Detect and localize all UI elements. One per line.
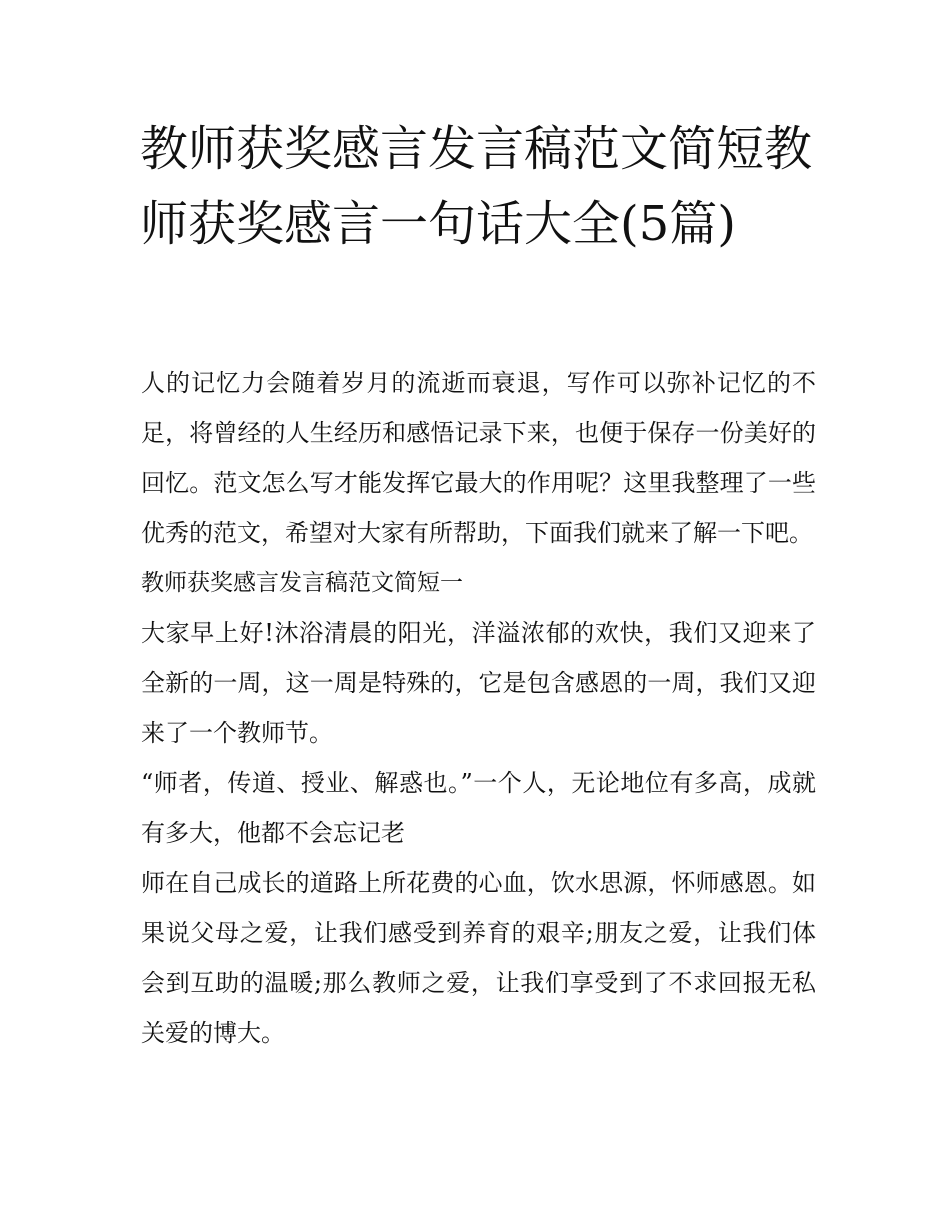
intro-paragraph: 人的记忆力会随着岁月的流逝而衰退，写作可以弥补记忆的不足，将曾经的人生经历和感悟记录下来，也便于保存一份美好的回忆。范文怎么写才能发挥它最大的作用呢？这里我整理了一些优秀的范文，希望对大家有所帮助，下面我们就来了解一下吧。 xyxy=(141,369,816,547)
body-paragraph-2: “师者，传道、授业、解惑也。”一个人，无论地位有多高，成就有多大，他都不会忘记老 xyxy=(141,769,816,847)
document-title: 教师获奖感言发言稿范文简短教师获奖感言一句话大全(5篇) xyxy=(140,121,813,252)
body-paragraph-3: 师在自己成长的道路上所花费的心血，饮水思源，怀师感恩。如果说父母之爱，让我们感受到养育的艰辛;朋友之爱，让我们体会到互助的温暖;那么教师之爱，让我们享受到了不求回报无私关爱的博大。 xyxy=(141,869,816,1047)
section-heading: 教师获奖感言发言稿范文简短一 xyxy=(141,570,463,596)
document-body xyxy=(141,358,816,1058)
body-paragraph-1: 大家早上好!沐浴清晨的阳光，洋溢浓郁的欢快，我们又迎来了全新的一周，这一周是特殊的，它是包含感恩的一周，我们又迎来了一个教师节。 xyxy=(141,619,816,747)
